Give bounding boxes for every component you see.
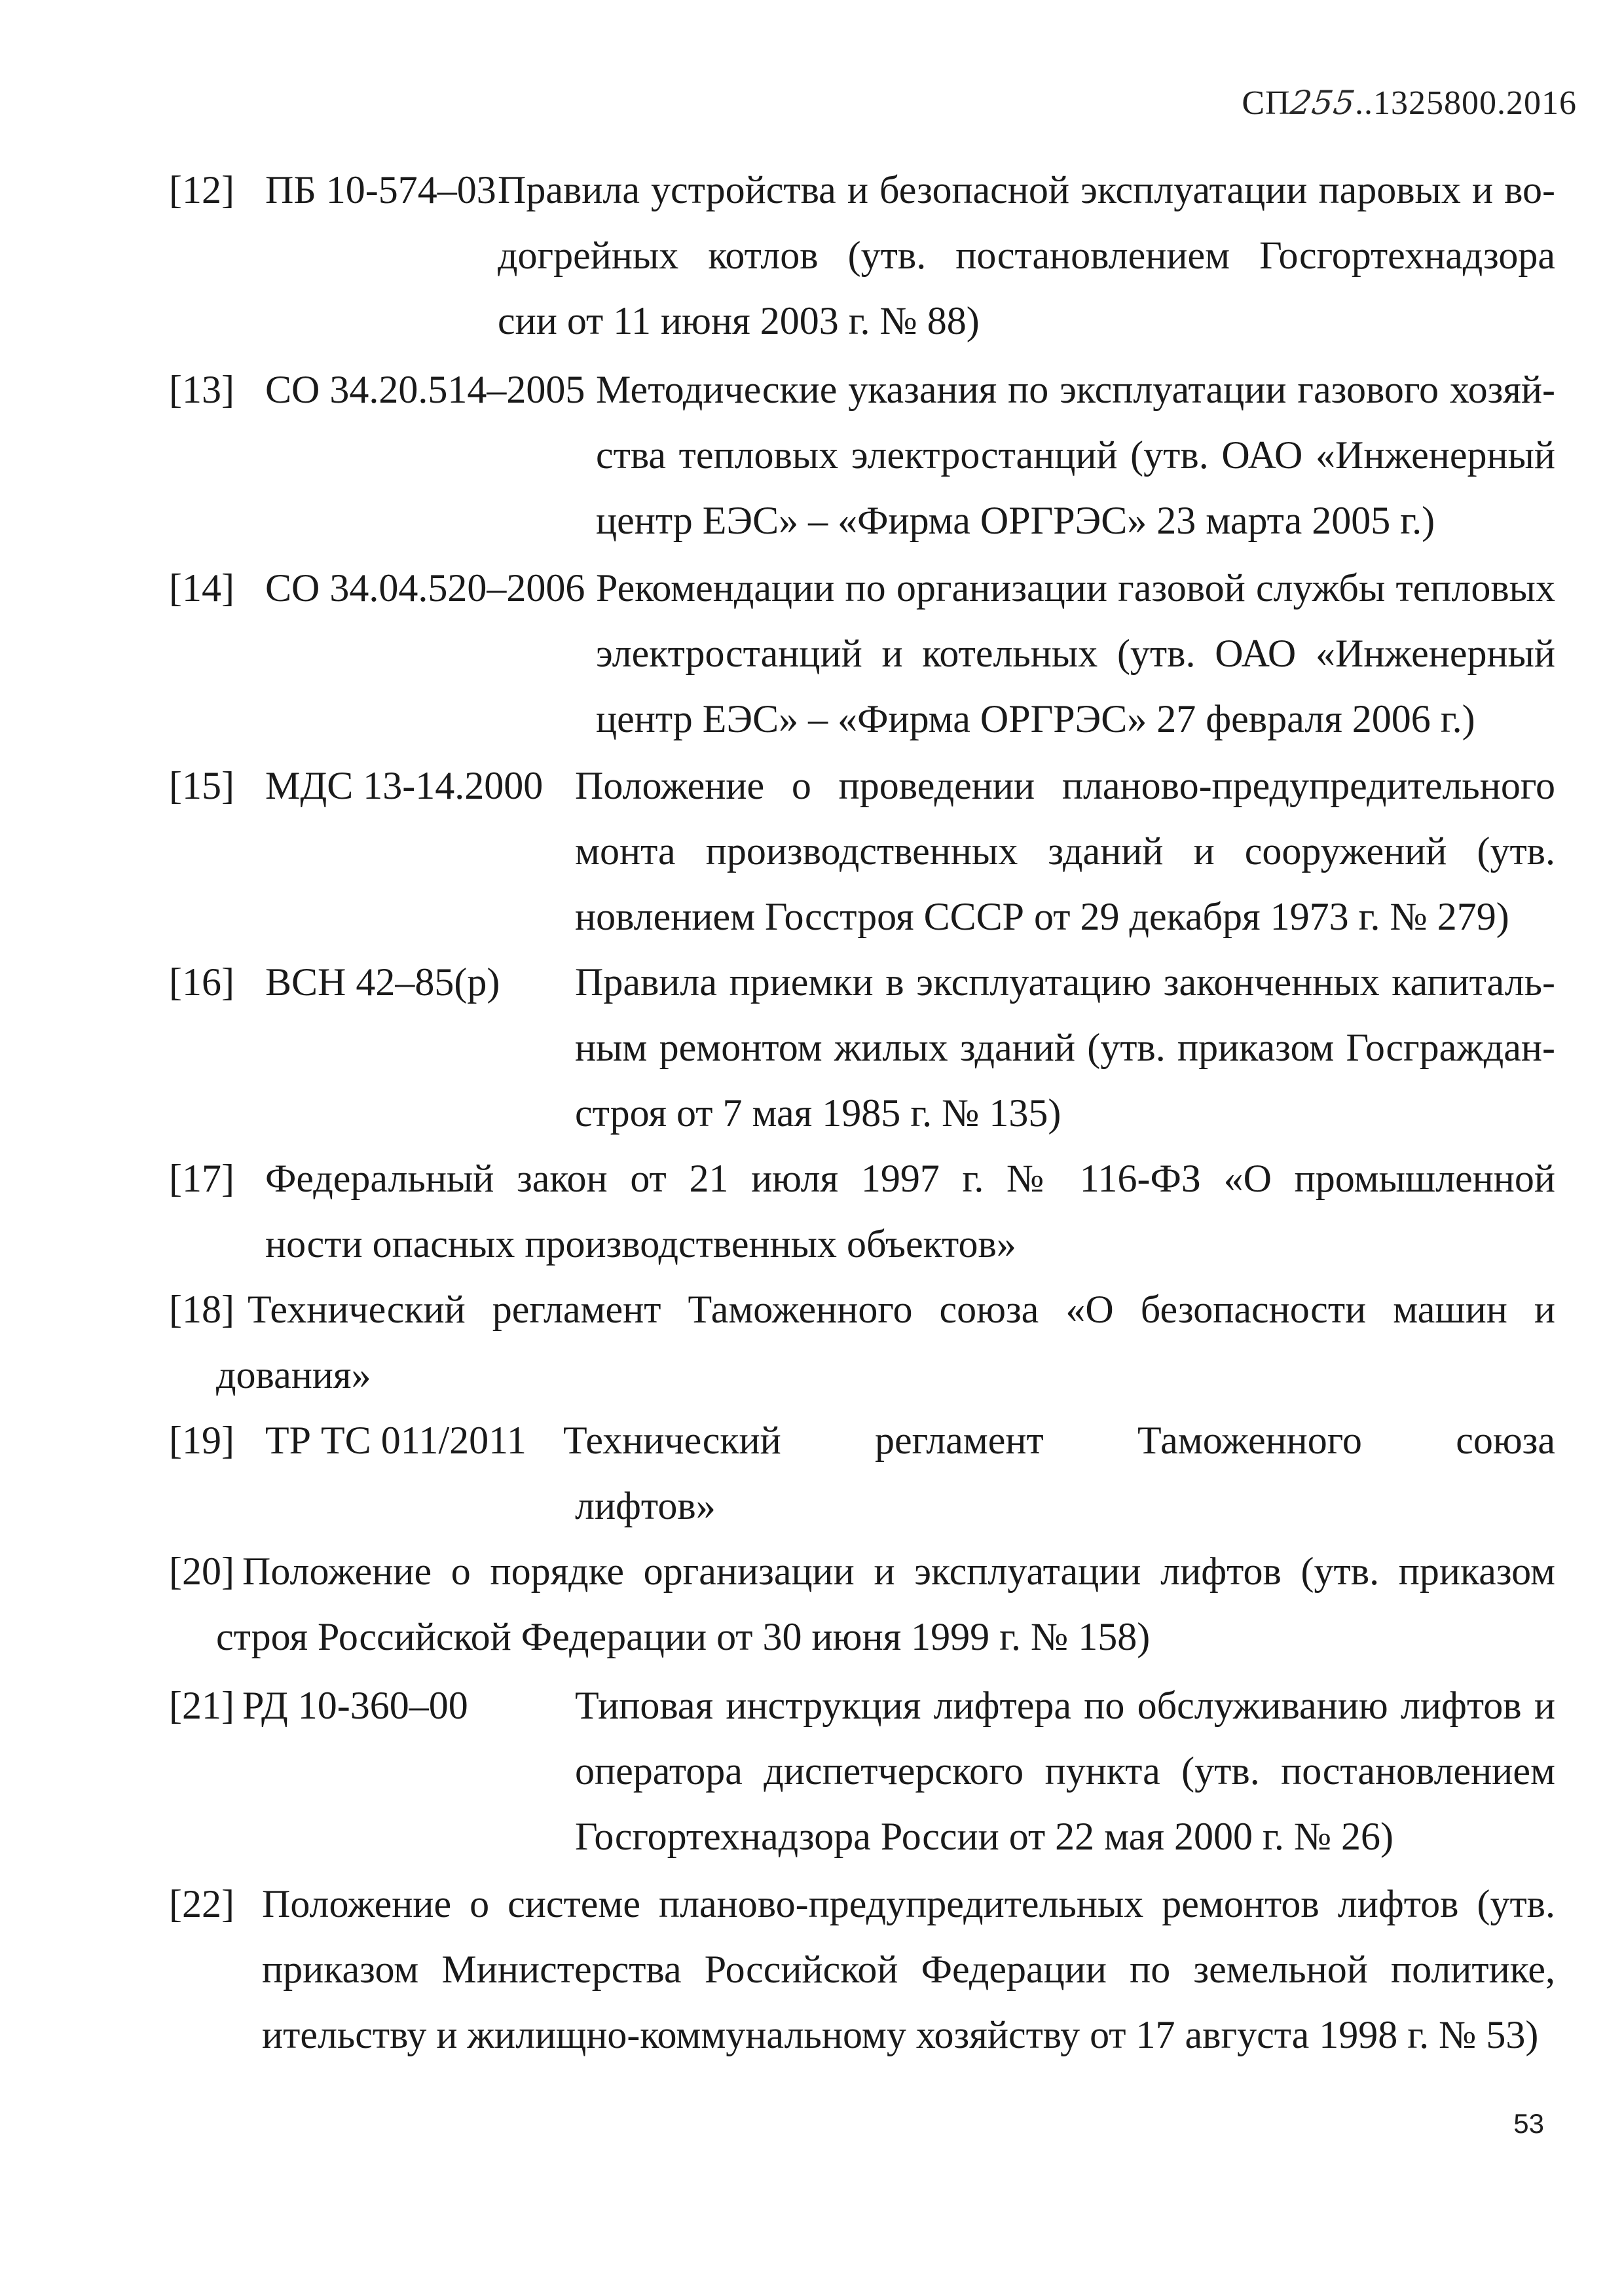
reference-text-line: новлением Госстроя СССР от 29 декабря 1973 г. № 279) xyxy=(575,895,1509,938)
reference-text-line: строя Российской Федерации от 30 июня 1999 г. № 158) xyxy=(216,1615,1151,1658)
designation-prefix: СП xyxy=(1242,84,1291,122)
reference-number: [15] xyxy=(169,764,234,807)
reference-number: [18] xyxy=(169,1288,234,1331)
reference-text-line: приказом Министерства Российской Федерации по земельной политике, xyxy=(262,1948,1555,1991)
reference-text-line: Технический регламент Таможенного союза xyxy=(563,1419,1555,1462)
reference-text-line: Методические указания по эксплуатации газового хозяй- xyxy=(596,368,1555,411)
reference-code: СО 34.20.514–2005 xyxy=(265,368,585,411)
reference-text-line: Положение о проведении планово-предупредительного xyxy=(575,764,1555,807)
reference-number: [21] xyxy=(169,1684,234,1727)
reference-number: [12] xyxy=(169,168,234,211)
reference-text-line: ства тепловых электростанций (утв. ОАО «Инженерный xyxy=(596,433,1555,477)
reference-text-line: догрейных котлов (утв. постановлением Госгортехнадзора xyxy=(498,234,1555,277)
reference-number: [13] xyxy=(169,368,234,411)
reference-text-line: Положение о системе планово-предупредительных ремонтов лифтов (утв. xyxy=(262,1882,1555,1925)
reference-code: ТР ТС 011/2011 xyxy=(265,1419,526,1462)
reference-text-line: дования» xyxy=(216,1353,371,1396)
reference-number: [16] xyxy=(169,960,234,1004)
page-number: 53 xyxy=(1513,2108,1544,2139)
reference-text-line: Федеральный закон от 21 июля 1997 г. № 116-ФЗ «О промышленной xyxy=(265,1157,1555,1200)
reference-number: [14] xyxy=(169,566,234,610)
reference-number: [19] xyxy=(169,1419,234,1462)
handwritten-number: 255 xyxy=(1287,84,1358,122)
reference-text-line: центр ЕЭС» – «Фирма ОРГРЭС» 27 февраля 2006 г.) xyxy=(596,697,1475,740)
reference-code: РД 10-360–00 xyxy=(242,1684,468,1727)
reference-text-line: Типовая инструкция лифтера по обслуживанию лифтов и xyxy=(575,1684,1555,1727)
reference-text-line: Правила устройства и безопасной эксплуатации паровых и во- xyxy=(498,168,1555,211)
reference-text-line: центр ЕЭС» – «Фирма ОРГРЭС» 23 марта 2005 г.) xyxy=(596,499,1435,542)
reference-text-line: строя от 7 мая 1985 г. № 135) xyxy=(575,1091,1061,1135)
reference-code: МДС 13-14.2000 xyxy=(265,764,544,807)
reference-text-line: сии от 11 июня 2003 г. № 88) xyxy=(498,299,980,342)
reference-text-line: ным ремонтом жилых зданий (утв. приказом Госграждан- xyxy=(575,1026,1555,1069)
reference-number: [17] xyxy=(169,1157,234,1200)
reference-text-line: монта производственных зданий и сооружений (утв. xyxy=(575,829,1555,873)
document-designation xyxy=(1242,84,1577,122)
reference-text-line: Госгортехнадзора России от 22 мая 2000 г. № 26) xyxy=(575,1815,1394,1858)
reference-text-line: Правила приемки в эксплуатацию законченных капиталь- xyxy=(575,960,1555,1004)
reference-text-line: электростанций и котельных (утв. ОАО «Инженерный xyxy=(596,632,1555,675)
reference-text-line: ности опасных производственных объектов» xyxy=(265,1222,1016,1266)
reference-code: СО 34.04.520–2006 xyxy=(265,566,585,610)
reference-text-line: оператора диспетчерского пункта (утв. постановлением xyxy=(575,1749,1555,1793)
reference-text-line: Положение о порядке организации и эксплуатации лифтов (утв. приказом xyxy=(242,1550,1555,1593)
designation-suffix: ..1325800.2016 xyxy=(1355,84,1577,122)
reference-text-line: ительству и жилищно-коммунальному хозяйству от 17 августа 1998 г. № 53) xyxy=(262,2013,1539,2056)
reference-code: ВСН 42–85(р) xyxy=(265,960,500,1004)
reference-number: [20] xyxy=(169,1550,234,1593)
reference-number: [22] xyxy=(169,1882,234,1925)
reference-code: ПБ 10-574–03 xyxy=(265,168,496,211)
reference-text-line: Технический регламент Таможенного союза «О безопасности машин и xyxy=(248,1288,1555,1331)
reference-text-line: Рекомендации по организации газовой службы тепловых xyxy=(596,566,1555,610)
reference-text-line: лифтов» xyxy=(575,1484,716,1527)
